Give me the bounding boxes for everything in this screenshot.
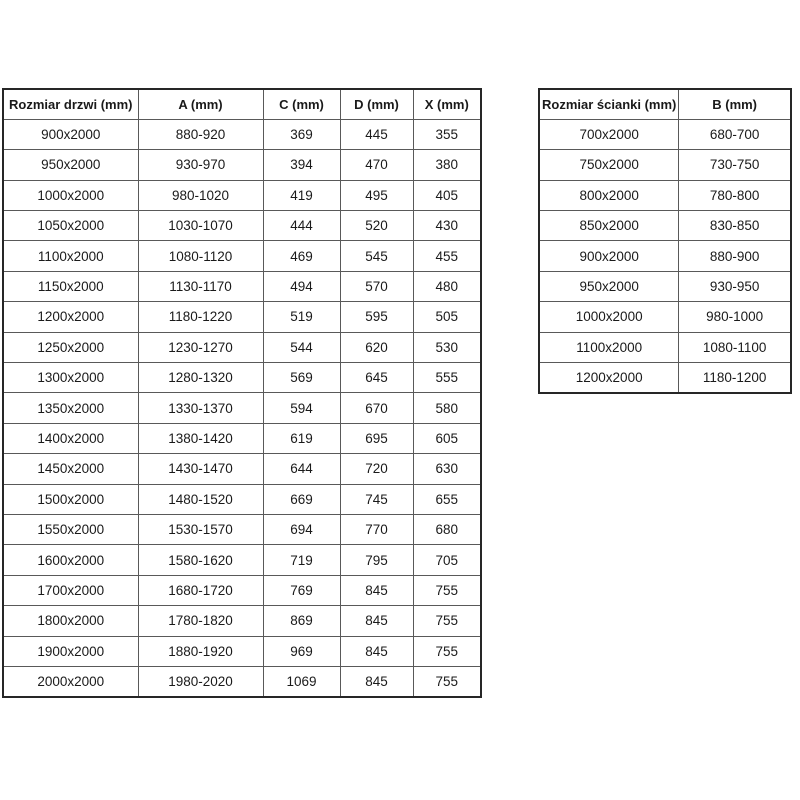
table-cell: 1400x2000 [3,423,138,453]
table-cell: 670 [340,393,413,423]
door-table-header-1: A (mm) [138,89,263,119]
table-cell: 595 [340,302,413,332]
table-cell: 1069 [263,666,340,696]
table-cell: 1300x2000 [3,363,138,393]
table-cell: 580 [413,393,481,423]
table-cell: 755 [413,575,481,605]
table-cell: 369 [263,119,340,149]
table-cell: 480 [413,271,481,301]
table-cell: 444 [263,211,340,241]
table-cell: 1030-1070 [138,211,263,241]
table-row [539,241,791,271]
table-row [539,271,791,301]
table-cell: 730-750 [679,150,791,180]
table-row [3,636,481,666]
table-row [3,514,481,544]
table-cell: 1050x2000 [3,211,138,241]
table-cell: 755 [413,636,481,666]
table-cell: 1250x2000 [3,332,138,362]
table-cell: 1600x2000 [3,545,138,575]
table-row [539,211,791,241]
table-cell: 1980-2020 [138,666,263,696]
table-row [3,393,481,423]
table-cell: 1200x2000 [539,363,679,393]
table-row [539,363,791,393]
table-cell: 1580-1620 [138,545,263,575]
table-cell: 694 [263,514,340,544]
table-row [539,180,791,210]
table-cell: 680 [413,514,481,544]
table-row [539,150,791,180]
table-cell: 620 [340,332,413,362]
door-table-header-2: C (mm) [263,89,340,119]
table-row [3,241,481,271]
table-cell: 930-950 [679,271,791,301]
table-cell: 1780-1820 [138,606,263,636]
door-table-header-3: D (mm) [340,89,413,119]
table-cell: 950x2000 [3,150,138,180]
table-cell: 1180-1200 [679,363,791,393]
table-row [3,363,481,393]
table-cell: 845 [340,636,413,666]
wall-size-table [538,88,792,394]
table-row [3,484,481,514]
table-cell: 1150x2000 [3,271,138,301]
table-cell: 850x2000 [539,211,679,241]
table-cell: 869 [263,606,340,636]
table-cell: 695 [340,423,413,453]
wall-table-header-row [539,89,791,119]
table-cell: 470 [340,150,413,180]
table-cell: 644 [263,454,340,484]
table-cell: 445 [340,119,413,149]
table-row [3,606,481,636]
table-cell: 845 [340,666,413,696]
table-row [3,454,481,484]
table-cell: 1000x2000 [3,180,138,210]
door-table-header-row [3,89,481,119]
table-row [3,666,481,696]
table-cell: 880-900 [679,241,791,271]
table-cell: 1200x2000 [3,302,138,332]
table-cell: 1280-1320 [138,363,263,393]
table-cell: 780-800 [679,180,791,210]
table-cell: 830-850 [679,211,791,241]
table-cell: 505 [413,302,481,332]
table-row [3,211,481,241]
table-cell: 1530-1570 [138,514,263,544]
table-cell: 900x2000 [3,119,138,149]
table-cell: 980-1020 [138,180,263,210]
table-row [3,332,481,362]
table-row [3,575,481,605]
table-cell: 1880-1920 [138,636,263,666]
table-cell: 755 [413,666,481,696]
table-row [539,332,791,362]
table-row [3,150,481,180]
table-cell: 1130-1170 [138,271,263,301]
table-cell: 1080-1100 [679,332,791,362]
table-cell: 1330-1370 [138,393,263,423]
wall-table-header-1: B (mm) [679,89,791,119]
table-row [3,271,481,301]
table-cell: 745 [340,484,413,514]
table-cell: 495 [340,180,413,210]
table-cell: 669 [263,484,340,514]
table-cell: 419 [263,180,340,210]
table-cell: 795 [340,545,413,575]
table-row [3,545,481,575]
table-cell: 1800x2000 [3,606,138,636]
table-cell: 720 [340,454,413,484]
table-cell: 705 [413,545,481,575]
table-cell: 900x2000 [539,241,679,271]
table-cell: 845 [340,606,413,636]
table-cell: 430 [413,211,481,241]
table-cell: 380 [413,150,481,180]
table-cell: 2000x2000 [3,666,138,696]
table-cell: 930-970 [138,150,263,180]
table-cell: 980-1000 [679,302,791,332]
table-cell: 1350x2000 [3,393,138,423]
table-cell: 1430-1470 [138,454,263,484]
table-cell: 1180-1220 [138,302,263,332]
wall-table-header-0: Rozmiar ścianki (mm) [539,89,679,119]
table-cell: 1450x2000 [3,454,138,484]
table-row [3,119,481,149]
table-cell: 800x2000 [539,180,679,210]
table-row [539,302,791,332]
table-cell: 750x2000 [539,150,679,180]
table-cell: 469 [263,241,340,271]
table-cell: 545 [340,241,413,271]
table-cell: 494 [263,271,340,301]
table-cell: 1380-1420 [138,423,263,453]
door-size-table [2,88,482,698]
table-row [3,180,481,210]
table-cell: 770 [340,514,413,544]
table-cell: 1550x2000 [3,514,138,544]
table-cell: 1500x2000 [3,484,138,514]
table-cell: 394 [263,150,340,180]
door-table-header-4: X (mm) [413,89,481,119]
table-cell: 680-700 [679,119,791,149]
table-cell: 950x2000 [539,271,679,301]
table-cell: 405 [413,180,481,210]
table-cell: 519 [263,302,340,332]
table-cell: 570 [340,271,413,301]
table-cell: 1100x2000 [3,241,138,271]
table-cell: 1680-1720 [138,575,263,605]
table-row [3,423,481,453]
table-cell: 569 [263,363,340,393]
table-cell: 455 [413,241,481,271]
table-cell: 1100x2000 [539,332,679,362]
table-cell: 1700x2000 [3,575,138,605]
table-cell: 530 [413,332,481,362]
table-cell: 655 [413,484,481,514]
table-cell: 555 [413,363,481,393]
table-row [3,302,481,332]
table-cell: 605 [413,423,481,453]
table-cell: 645 [340,363,413,393]
table-cell: 520 [340,211,413,241]
table-cell: 719 [263,545,340,575]
table-cell: 1900x2000 [3,636,138,666]
table-cell: 1080-1120 [138,241,263,271]
table-row [539,119,791,149]
table-cell: 355 [413,119,481,149]
table-cell: 594 [263,393,340,423]
table-cell: 1230-1270 [138,332,263,362]
table-cell: 700x2000 [539,119,679,149]
table-cell: 630 [413,454,481,484]
table-cell: 969 [263,636,340,666]
table-cell: 845 [340,575,413,605]
door-table-header-0: Rozmiar drzwi (mm) [3,89,138,119]
table-cell: 544 [263,332,340,362]
table-cell: 1000x2000 [539,302,679,332]
table-cell: 880-920 [138,119,263,149]
table-cell: 769 [263,575,340,605]
table-cell: 1480-1520 [138,484,263,514]
table-cell: 755 [413,606,481,636]
table-cell: 619 [263,423,340,453]
